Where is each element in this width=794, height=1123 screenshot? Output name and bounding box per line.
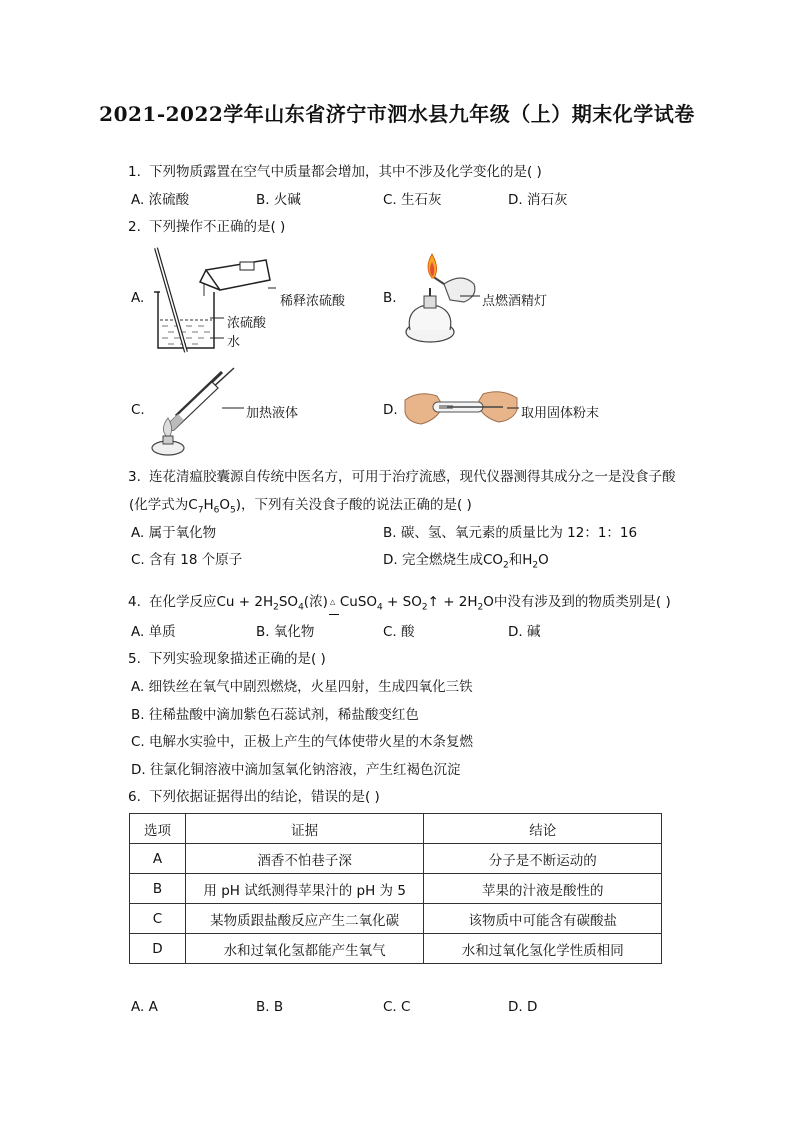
question-text: 下列物质露置在空气中质量都会增加，其中不涉及化学变化的是( ) (149, 164, 542, 180)
question-number: 4. (128, 594, 141, 610)
table-cell: 分子是不断运动的 (424, 844, 662, 874)
option-d: D. 往氯化铜溶液中滴加氢氧化钠溶液，产生红褐色沉淀 (131, 762, 461, 778)
option-d: D. 消石灰 (508, 192, 568, 208)
equals-line (329, 614, 339, 615)
table-cell: 用 pH 试纸测得苹果汁的 pH 为 5 (185, 874, 424, 904)
heating-liquid-illustration (148, 364, 246, 456)
table-row (130, 874, 662, 904)
option-d: D. D (508, 999, 538, 1015)
label-lamp: 点燃酒精灯 (482, 294, 548, 309)
question-text: 下列依据证据得出的结论，错误的是( ) (149, 789, 380, 805)
question-number: 2. (128, 219, 141, 235)
option-c: C. C (383, 999, 411, 1015)
table-row (130, 844, 662, 874)
question-number: 6. (128, 789, 141, 805)
option-c: C. 含有 18 个原子 (131, 552, 243, 568)
option-a: A. 浓硫酸 (131, 192, 190, 208)
option-c: C. 酸 (383, 624, 415, 640)
option-d: D. 完全燃烧生成$CO_2$和$H_2O$ (383, 552, 549, 571)
option-a: A. A (131, 999, 158, 1015)
powder-illustration (403, 386, 519, 432)
option-a: A. 细铁丝在氧气中剧烈燃烧，火星四射，生成四氧化三铁 (131, 679, 473, 695)
label-concentrated-acid: 浓硫酸 (227, 316, 267, 331)
label-water: 水 (227, 335, 241, 350)
question-line-1: 连花清瘟胶囊源自传统中医名方，可用于治疗流感，现代仪器测得其成分之一是没食子酸 (149, 469, 676, 485)
alcohol-lamp-illustration (398, 250, 480, 348)
option-a: A. 单质 (131, 624, 176, 640)
table-row (130, 934, 662, 964)
option-b: B. B (256, 999, 284, 1015)
question-equation: 在化学反应$Cu + 2H_2SO_4$(浓) △ CuSO$_4$ + $SO_2↑ + 2H_2O$中没有涉及到的物质类别是( ) (149, 593, 671, 617)
table-row (130, 904, 662, 934)
heat-symbol: △ (329, 598, 336, 606)
table-cell: 苹果的汁液是酸性的 (424, 874, 662, 904)
table-cell: B (130, 874, 186, 904)
label-heating: 加热液体 (246, 406, 299, 421)
option-c: C. 生石灰 (383, 192, 442, 208)
header-cell: 证据 (185, 814, 424, 844)
option-b: B. 往稀盐酸中滴加紫色石蕊试剂，稀盐酸变红色 (131, 707, 419, 723)
table-header-row (130, 814, 662, 844)
option-d: D. (383, 402, 398, 418)
option-c: C. 电解水实验中，正极上产生的气体使带火星的木条复燃 (131, 734, 474, 750)
question-text: 下列实验现象描述正确的是( ) (149, 651, 326, 667)
option-a: A. 属于氧化物 (131, 525, 217, 541)
option-b: B. 火碱 (256, 192, 301, 208)
option-c: C. (131, 402, 145, 418)
page-title: 2021-2022学年山东省济宁市泗水县九年级（上）期末化学试卷 (99, 102, 695, 126)
option-b: B. 氧化物 (256, 624, 315, 640)
question-line-2: (化学式为$C_7H_6O_5$)，下列有关没食子酸的说法正确的是( ) (129, 497, 472, 516)
option-b: B. 碳、氢、氧元素的质量比为 12：1：16 (383, 525, 638, 541)
table-cell: D (130, 934, 186, 964)
table-cell: C (130, 904, 186, 934)
question-number: 3. (128, 469, 141, 485)
evidence-table (129, 813, 662, 964)
question-text: 下列操作不正确的是( ) (149, 219, 286, 235)
header-cell: 结论 (424, 814, 662, 844)
option-a: A. (131, 290, 145, 306)
label-powder: 取用固体粉末 (521, 406, 600, 421)
question-number: 1. (128, 164, 141, 180)
table-cell: 水和过氧化氢都能产生氧气 (185, 934, 424, 964)
table-cell: A (130, 844, 186, 874)
table-cell: 酒香不怕巷子深 (185, 844, 424, 874)
table-cell: 该物质中可能含有碳酸盐 (424, 904, 662, 934)
option-d: D. 碱 (508, 624, 541, 640)
table-cell: 某物质跟盐酸反应产生二氧化碳 (185, 904, 424, 934)
header-cell: 选项 (130, 814, 186, 844)
table-cell: 水和过氧化氢化学性质相同 (424, 934, 662, 964)
option-b: B. (383, 290, 397, 306)
dilution-illustration (148, 244, 278, 354)
label-dilute-acid: 稀释浓硫酸 (280, 294, 346, 309)
question-number: 5. (128, 651, 141, 667)
